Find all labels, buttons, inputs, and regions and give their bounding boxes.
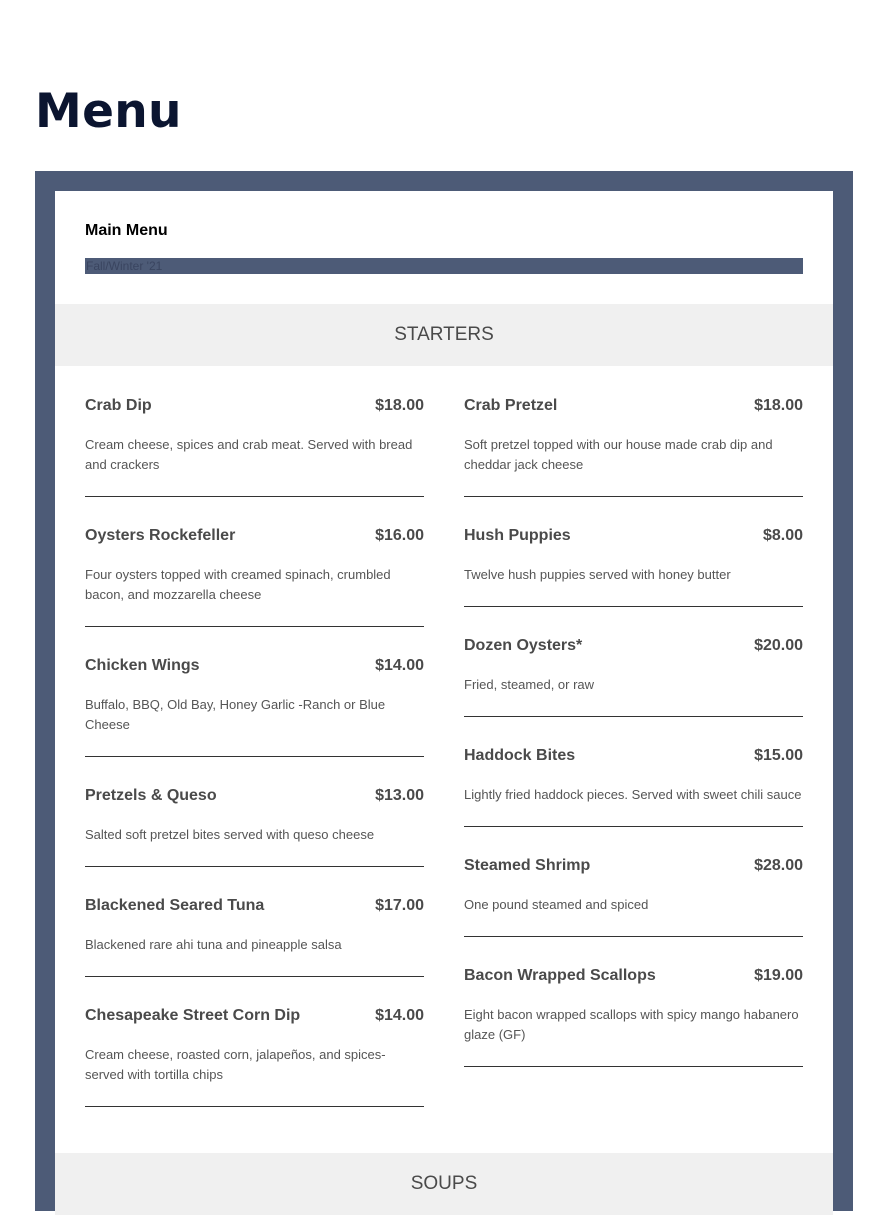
menu-item-name: Oysters Rockefeller [85, 527, 236, 544]
menu-item-description: Fried, steamed, or raw [464, 677, 595, 692]
menu-item-name: Hush Puppies [464, 527, 571, 544]
menu-item-name: Pretzels & Queso [85, 787, 217, 804]
menu-item-description: One pound steamed and spiced [464, 897, 649, 912]
menu-item-name: Blackened Seared Tuna [85, 897, 265, 914]
menu-item [85, 757, 424, 867]
menu-item-price: $15.00 [754, 747, 803, 764]
menu-item-description: Blackened rare ahi tuna and pineapple salsa [85, 937, 342, 952]
menu-item-price: $13.00 [375, 787, 424, 804]
menu-item-description: Buffalo, BBQ, Old Bay, Honey Garlic -Ranch or Blue Cheese [85, 697, 386, 732]
menu-item-price: $18.00 [375, 397, 424, 414]
menu-item-name: Dozen Oysters* [464, 637, 583, 654]
menu-item-name: Crab Pretzel [464, 397, 558, 414]
menu-item-description: Salted soft pretzel bites served with queso cheese [85, 827, 375, 842]
starters-column-right [464, 386, 803, 1067]
menu-item-price: $14.00 [375, 1007, 424, 1024]
season-label: Fall/Winter '21 [85, 258, 803, 274]
section-heading-starters: STARTERS [55, 304, 833, 366]
menu-item [464, 497, 803, 607]
menu-item-description: Four oysters topped with creamed spinach, crumbled bacon, and mozzarella cheese [85, 567, 391, 602]
page-title: Menu [35, 84, 182, 139]
menu-item-description: Twelve hush puppies served with honey butter [464, 567, 731, 582]
menu-item-price: $18.00 [754, 397, 803, 414]
menu-item [464, 937, 803, 1067]
menu-item [85, 627, 424, 757]
menu-item-name: Crab Dip [85, 397, 152, 414]
menu-item [464, 827, 803, 937]
menu-item-name: Chesapeake Street Corn Dip [85, 1007, 301, 1024]
menu-item-name: Bacon Wrapped Scallops [464, 967, 656, 984]
menu-item-description: Lightly fried haddock pieces. Served with sweet chili sauce [464, 787, 802, 802]
menu-item [464, 607, 803, 717]
menu-item-description: Soft pretzel topped with our house made crab dip and cheddar jack cheese [464, 437, 773, 472]
menu-item-price: $28.00 [754, 857, 803, 874]
menu-item-description: Cream cheese, spices and crab meat. Served with bread and crackers [85, 437, 413, 472]
section-heading-soups: SOUPS [55, 1153, 833, 1215]
menu-item-name: Steamed Shrimp [464, 857, 591, 874]
menu-item-price: $8.00 [762, 527, 803, 544]
menu-item-price: $17.00 [375, 897, 424, 914]
menu-item-price: $19.00 [754, 967, 803, 984]
menu-name: Main Menu [85, 222, 168, 239]
menu-item [464, 386, 803, 497]
menu-frame [35, 171, 853, 1211]
menu-panel [55, 191, 833, 1231]
menu-item [85, 497, 424, 627]
menu-item-price: $16.00 [375, 527, 424, 544]
menu-item [85, 867, 424, 977]
menu-item-name: Haddock Bites [464, 747, 576, 764]
menu-item-name: Chicken Wings [85, 657, 200, 674]
menu-item-description: Cream cheese, roasted corn, jalapeños, and spices- served with tortilla chips [85, 1047, 386, 1082]
menu-item-description: Eight bacon wrapped scallops with spicy mango habanero glaze (GF) [464, 1007, 799, 1042]
menu-item-price: $14.00 [375, 657, 424, 674]
menu-item [85, 386, 424, 497]
menu-item-price: $20.00 [754, 637, 803, 654]
menu-item [464, 717, 803, 827]
menu-item [85, 977, 424, 1107]
starters-column-left [85, 386, 424, 1107]
